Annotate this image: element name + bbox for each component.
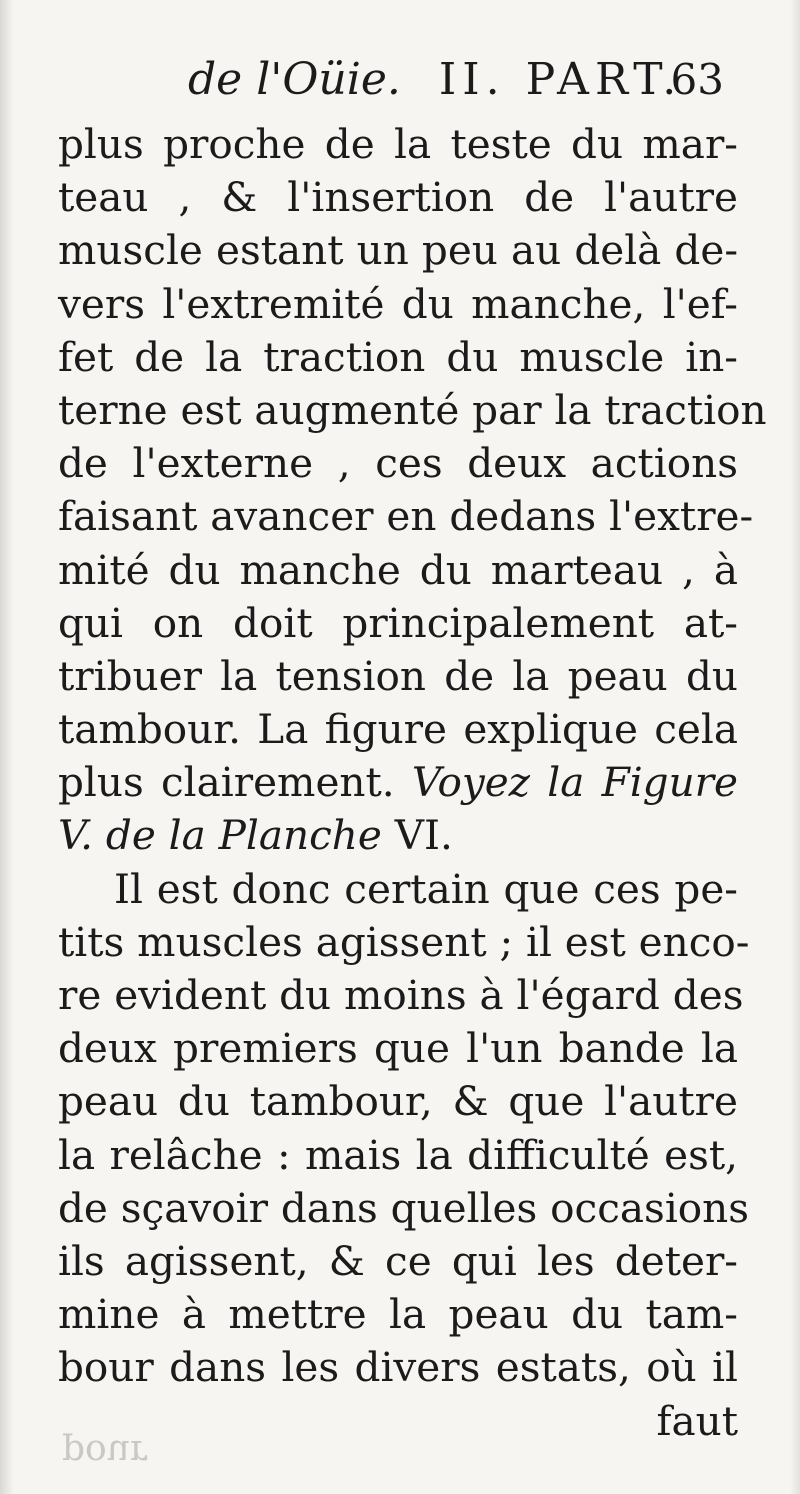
text-line: re evident du moins à l'égard des [58,971,744,1019]
text-line: tits muscles agissent ; il est enco- [58,917,750,966]
text-line: ils agissent, & ce qui les deter- [58,1236,738,1285]
running-title: de l'Oüie. [188,54,401,105]
paragraph-start: Il est donc certain que ces pe- [114,864,738,913]
text-line: vers l'extremité du manche, l'ef- [58,279,738,328]
text-line: teau , & l'insertion de l'autre [58,173,738,222]
catchword: faut [656,1396,738,1445]
scan-shadow-left [0,0,14,1494]
bleed-through-text: pour [62,1432,148,1473]
text-line: deux premiers que l'un bande la [58,1024,738,1073]
text-run: plus clairement. [58,758,395,807]
part-label: II. PART. [438,54,683,105]
text-line: la relâche : mais la difficulté est, [58,1130,738,1179]
running-header [188,52,748,108]
plate-number: VI. [394,811,453,860]
scan-shadow-right [790,0,800,1494]
text-line: tambour. La figure explique cela [58,705,738,754]
text-line: muscle estant un peu au delà de- [58,226,738,275]
text-line: terne est augmenté par la traction [58,385,767,434]
text-line: peau du tambour, & que l'autre [58,1077,738,1126]
figure-reference: Voyez la Figure [411,758,738,807]
text-line: mité du manche du marteau , à [58,545,738,594]
text-line: faisant avancer en dedans l'extre- [58,492,754,541]
text-line: tribuer la tension de la peau du [58,651,738,700]
plate-reference: V. de la Planche [58,811,382,860]
text-line: plus proche de la teste du mar- [58,120,738,168]
text-line: bour dans les divers estats, où il [58,1343,738,1392]
text-line: fet de la traction du muscle in- [58,332,738,381]
text-line: qui on doit principalement at- [58,598,738,647]
plate-reference-line [58,809,738,862]
text-line: de sçavoir dans quelles occasions [58,1183,750,1232]
text-line: mine à mettre la peau du tam- [58,1290,738,1339]
text-line-with-reference [58,756,738,809]
page-number: 63 [670,55,724,104]
body-text [58,118,767,1448]
text-line: de l'externe , ces deux actions [58,439,738,488]
